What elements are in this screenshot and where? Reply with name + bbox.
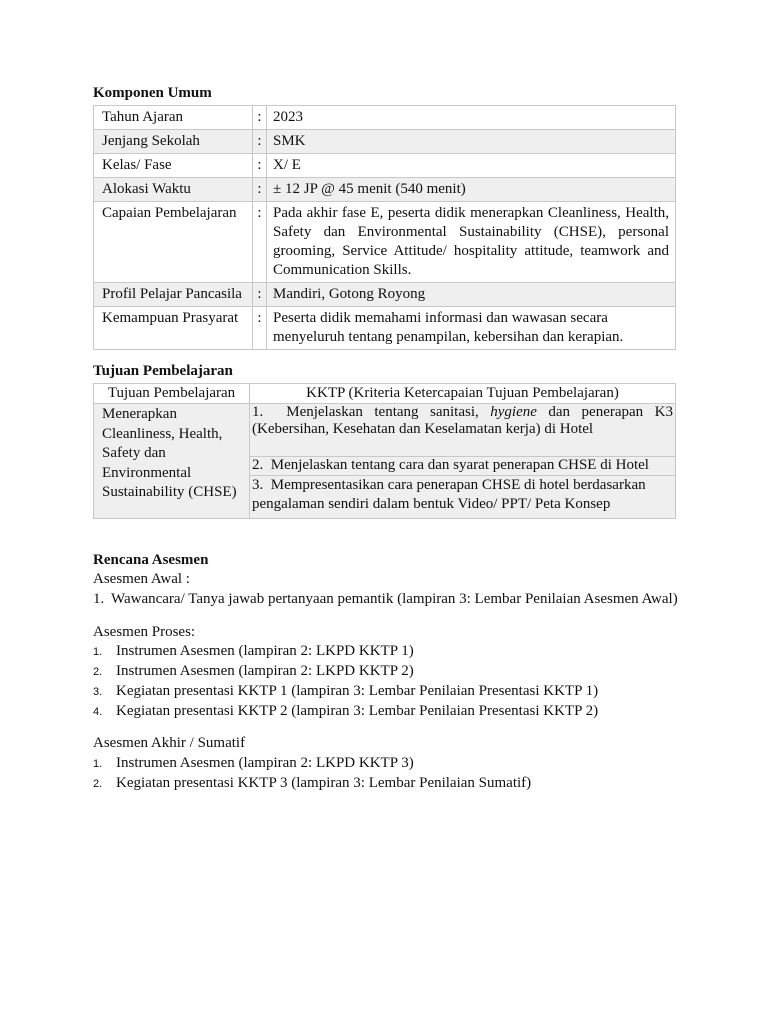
kktp-emphasis: hygiene <box>490 404 537 420</box>
tujuan-pembelajaran-heading: Tujuan Pembelajaran <box>93 363 233 379</box>
list-text: Instrumen Asesmen (lampiran 2: LKPD KKTP 3) <box>116 755 414 771</box>
kktp-number: 3. <box>252 477 264 493</box>
row-label: Alokasi Waktu <box>94 178 253 202</box>
kktp-text: dan penerapan K3 (Kebersihan, Kesehatan dan Keselamatan kerja) di Hotel <box>252 404 673 437</box>
row-value: Mandiri, Gotong Royong <box>267 283 676 307</box>
row-value: Peserta didik memahami informasi dan wawasan secara menyeluruh tentang penampilan, kebersihan dan kerapian. <box>267 307 676 350</box>
kktp-cell <box>250 404 676 457</box>
table-row <box>94 130 676 154</box>
asesmen-proses-title: Asesmen Proses: <box>93 624 196 640</box>
kktp-text: Menjelaskan tentang sanitasi, <box>286 404 491 420</box>
row-colon: : <box>253 106 267 130</box>
list-number: 1. <box>93 646 103 658</box>
row-colon: : <box>253 154 267 178</box>
asesmen-awal-title: Asesmen Awal : <box>93 571 190 587</box>
row-colon: : <box>253 307 267 350</box>
tujuan-cell: Menerapkan Cleanliness, Health, Safety dan Environmental Sustainability (CHSE) <box>94 404 250 519</box>
row-colon: : <box>253 178 267 202</box>
asesmen-awal-list <box>93 589 678 609</box>
list-text: Instrumen Asesmen (lampiran 2: LKPD KKTP 2) <box>116 663 414 679</box>
kktp-text: Mempresentasikan cara penerapan CHSE di hotel berdasarkan pengalaman sendiri dalam bentuk Video/ PPT/ Peta Konsep <box>252 477 646 512</box>
list-number: 3. <box>93 686 103 698</box>
list-item <box>93 589 678 609</box>
row-value: 2023 <box>267 106 676 130</box>
list-item <box>93 641 598 661</box>
kktp-cell <box>250 457 676 476</box>
kktp-number: 2. <box>252 457 264 473</box>
rencana-asesmen-heading: Rencana Asesmen <box>93 552 209 568</box>
row-colon: : <box>253 283 267 307</box>
row-label: Profil Pelajar Pancasila <box>94 283 253 307</box>
list-text: Kegiatan presentasi KKTP 1 (lampiran 3: Lembar Penilaian Presentasi KKTP 1) <box>116 683 599 699</box>
row-value: ± 12 JP @ 45 menit (540 menit) <box>267 178 676 202</box>
kktp-number: 1. <box>252 404 264 420</box>
table-row <box>94 283 676 307</box>
asesmen-proses-list <box>93 641 598 721</box>
list-number: 1. <box>93 591 105 607</box>
list-number: 1. <box>93 758 103 770</box>
table-header-row <box>94 384 676 404</box>
kktp-cell <box>250 476 676 519</box>
kktp-text: Menjelaskan tentang cara dan syarat penerapan CHSE di Hotel <box>270 457 649 473</box>
list-text: Instrumen Asesmen (lampiran 2: LKPD KKTP 1) <box>116 643 414 659</box>
komponen-umum-heading: Komponen Umum <box>93 85 212 101</box>
tujuan-pembelajaran-table <box>93 383 676 519</box>
list-number: 4. <box>93 706 103 718</box>
table-row <box>94 178 676 202</box>
row-value: Pada akhir fase E, peserta didik menerapkan Cleanliness, Health, Safety dan Environmental Sustainability (CHSE), personal grooming, Service Attitude/ hospitality attitude, teamwork and Communication Skills. <box>267 202 676 283</box>
list-item <box>93 773 531 793</box>
row-value: SMK <box>267 130 676 154</box>
row-label: Capaian Pembelajaran <box>94 202 253 283</box>
list-item <box>93 681 598 701</box>
row-value: X/ E <box>267 154 676 178</box>
asesmen-akhir-title: Asesmen Akhir / Sumatif <box>93 735 246 751</box>
list-text: Kegiatan presentasi KKTP 3 (lampiran 3: Lembar Penilaian Sumatif) <box>116 775 532 791</box>
row-label: Kelas/ Fase <box>94 154 253 178</box>
row-label: Jenjang Sekolah <box>94 130 253 154</box>
asesmen-akhir-list <box>93 753 531 793</box>
column-header: KKTP (Kriteria Ketercapaian Tujuan Pembelajaran) <box>250 384 676 404</box>
table-row <box>94 202 676 283</box>
list-number: 2. <box>93 666 103 678</box>
table-row <box>94 154 676 178</box>
list-number: 2. <box>93 778 103 790</box>
row-label: Tahun Ajaran <box>94 106 253 130</box>
list-item <box>93 661 598 681</box>
table-row <box>94 307 676 350</box>
list-text: Kegiatan presentasi KKTP 2 (lampiran 3: Lembar Penilaian Presentasi KKTP 2) <box>116 703 599 719</box>
column-header: Tujuan Pembelajaran <box>94 384 250 404</box>
list-item <box>93 753 531 773</box>
table-row <box>94 404 676 457</box>
list-text: Wawancara/ Tanya jawab pertanyaan pemantik (lampiran 3: Lembar Penilaian Asesmen Awal) <box>111 591 678 607</box>
row-colon: : <box>253 130 267 154</box>
list-item <box>93 701 598 721</box>
komponen-umum-table <box>93 105 676 350</box>
row-label: Kemampuan Prasyarat <box>94 307 253 350</box>
row-colon: : <box>253 202 267 283</box>
table-row <box>94 106 676 130</box>
